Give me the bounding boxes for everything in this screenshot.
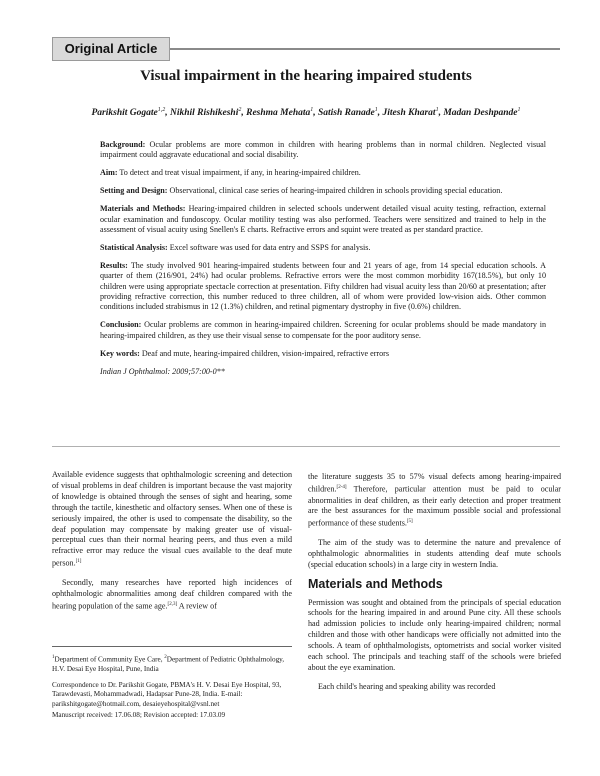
author-affiliation: 1 bbox=[517, 107, 521, 113]
author-affiliation: 2 bbox=[238, 107, 242, 113]
author-affiliation: 1,2 bbox=[157, 107, 166, 113]
abstract-keywords bbox=[100, 349, 546, 359]
author: Jitesh Kharat bbox=[382, 108, 436, 119]
author: Madan Deshpande bbox=[443, 108, 518, 119]
paragraph-text: Secondly, many researches have reported high incidences of ophthalmologic abnormalities among deaf children compared with the hearing population of the same age. bbox=[52, 577, 292, 611]
author-separator: , bbox=[377, 108, 383, 119]
paragraph-text: A review of bbox=[177, 601, 217, 611]
affiliation-marker: 2 bbox=[164, 655, 167, 660]
author: Satish Ranade bbox=[318, 108, 375, 119]
reference-marker: [2-4] bbox=[336, 484, 347, 490]
author-list bbox=[52, 107, 560, 118]
abstract-text: Hearing-impaired children in selected schools underwent detailed visual acuity testing, refraction, external ocular examination and fundoscopy. Ocular motility testing was also performed. Teachers were sensitized and trained to help in the assessment of visual acuity using Snellen's E charts. Refractive errors and squint were treated as per standard practice. bbox=[100, 204, 546, 234]
abstract-methods bbox=[100, 204, 546, 235]
abstract-aim bbox=[100, 168, 546, 178]
abstract-label: Aim: bbox=[100, 168, 118, 178]
body-paragraph bbox=[308, 472, 561, 530]
body-column-right bbox=[308, 472, 561, 701]
body-column-left bbox=[52, 470, 292, 620]
abstract-text: Ocular problems are common in hearing-impaired children. Screening for ocular problems should be made mandatory in hearing-impaired children, as they use their visual sense to compensate for the poor auditory sense. bbox=[100, 320, 546, 340]
paragraph-text: Therefore, particular attention must be paid to ocular abnormalities in deaf children, as their early detection and proper treatment are the best assurances for the maximum possible social and professional performance of these students. bbox=[308, 484, 561, 528]
abstract-label: Materials and Methods: bbox=[100, 204, 186, 214]
abstract-label: Results: bbox=[100, 260, 128, 270]
article-type-badge: Original Article bbox=[52, 37, 170, 61]
affiliation-text: Department of Community Eye Care, bbox=[54, 655, 165, 664]
abstract-results bbox=[100, 261, 546, 313]
abstract-background bbox=[100, 140, 546, 161]
author-separator: , bbox=[241, 108, 247, 119]
author: Reshma Mehata bbox=[246, 108, 311, 119]
abstract-label: Background: bbox=[100, 140, 146, 149]
author-separator: , bbox=[165, 108, 170, 119]
body-paragraph bbox=[308, 598, 561, 674]
body-paragraph bbox=[52, 578, 292, 612]
affiliations bbox=[52, 653, 292, 675]
author-separator: , bbox=[438, 108, 444, 119]
affiliation-text: Department of Pediatric Ophthalmology, H.V. Desai Eye Hospital, Pune, India bbox=[52, 655, 285, 673]
author-affiliation: 1 bbox=[374, 107, 378, 113]
reference-marker: [2,3] bbox=[167, 601, 178, 607]
section-divider bbox=[52, 446, 560, 447]
abstract-text: To detect and treat visual impairment, if any, in hearing-impaired children. bbox=[117, 168, 361, 178]
abstract-label: Conclusion: bbox=[100, 320, 142, 330]
abstract bbox=[100, 140, 546, 384]
reference-marker: [1] bbox=[75, 559, 82, 565]
author-affiliation: 1 bbox=[435, 107, 439, 113]
abstract-label: Key words: bbox=[100, 348, 140, 358]
manuscript-dates: Manuscript received: 17.06.08; Revision accepted: 17.03.09 bbox=[52, 711, 226, 720]
affiliation-marker: 1 bbox=[52, 655, 55, 660]
paragraph-text: Available evidence suggests that ophthalmologic screening and detection of visual problems in deaf children is important because the vast majority of knowledge is obtained through the senses of sight and hearing, some through the tactile, kinesthetic and olfactory senses. When one of these is seriously impaired, the other is used to compensate the disability, so the deaf population may compensate by making greater use of visual-perceptual cues than their normal hearing peers, and thus even a mild refractive error may reduce the visual cues available to the deaf mute person. bbox=[52, 470, 292, 568]
body-paragraph bbox=[52, 470, 292, 570]
abstract-conclusion bbox=[100, 320, 546, 341]
article-title: Visual impairment in the hearing impaired students bbox=[140, 68, 472, 84]
body-paragraph bbox=[308, 538, 561, 571]
paragraph-text: The aim of the study was to determine the nature and prevalence of ophthalmologic abnormalities in students attending deaf mute schools (special education schools) in a large city in western India. bbox=[308, 537, 561, 569]
body-paragraph bbox=[308, 682, 561, 693]
paragraph-text: the literature suggests 35 to 57% visual defects among hearing-impaired children. bbox=[308, 472, 561, 494]
section-heading: Materials and Methods bbox=[308, 576, 443, 591]
abstract-setting-design bbox=[100, 186, 546, 196]
paragraph-text: Permission was sought and obtained from the principals of special education schools for the hearing impaired in and around Pune city. All these schools had admission policies to include only hearing-impaired children; normal children and those with other handicaps were officially not admitted into the schools. A team of ophthalmologists, optometrists and social worker visited each school. The principals and teaching staff of the schools were briefed about the eye examination. bbox=[308, 597, 561, 672]
abstract-text: Deaf and mute, hearing-impaired children, vision-impaired, refractive errors bbox=[139, 348, 390, 358]
abstract-text: Excel software was used for data entry and SSPS for analysis. bbox=[167, 242, 371, 252]
reference-marker: [5] bbox=[406, 519, 413, 525]
author-affiliation: 1 bbox=[310, 107, 314, 113]
abstract-text: The study involved 901 hearing-impaired students between four and 21 years of age, from 14 special education schools. A quarter of them (216/901, 24%) had ocular problems. Refractive errors were the most common morbidity 167(18.5%), but only 10 children were using appropriate spectacle correction at presentation. Fifty children had visual acuity less than 20/60 at presentation; after providing refractive correction, this number reduced to three children, all of whom were provided low-vision aids. Other common conditions included strabismus in 12 (1.3%) children, and retinal pigmentary dystrophy in five (0.6%) children. bbox=[100, 260, 546, 312]
abstract-text: Observational, clinical case series of hearing-impaired children in schools providing special education. bbox=[167, 186, 503, 196]
abstract-statistics bbox=[100, 243, 546, 253]
abstract-label: Setting and Design: bbox=[100, 186, 168, 196]
author: Nikhil Rishikeshi bbox=[169, 108, 239, 119]
correspondence: Correspondence to Dr. Parikshit Gogate, PBMA's H. V. Desai Eye Hospital, 93, Tarawdevasti, Mohammadwadi, Hadapsar Pune-28, India. E-mail: parikshitgogate@hotmail.com, desaieyehospital@vsnl.net bbox=[52, 680, 282, 708]
author-separator: , bbox=[313, 108, 318, 119]
citation: Indian J Ophthalmol: 2009;57:00-0** bbox=[100, 366, 225, 376]
footnotes bbox=[52, 646, 292, 727]
author: Parikshit Gogate bbox=[91, 108, 158, 119]
abstract-text: Ocular problems are more common in children with hearing problems than in normal children. Neglected visual impairment could aggravate educational and social disability. bbox=[100, 140, 546, 160]
paragraph-text: Each child's hearing and speaking ability was recorded bbox=[318, 681, 496, 691]
abstract-label: Statistical Analysis: bbox=[100, 242, 168, 252]
